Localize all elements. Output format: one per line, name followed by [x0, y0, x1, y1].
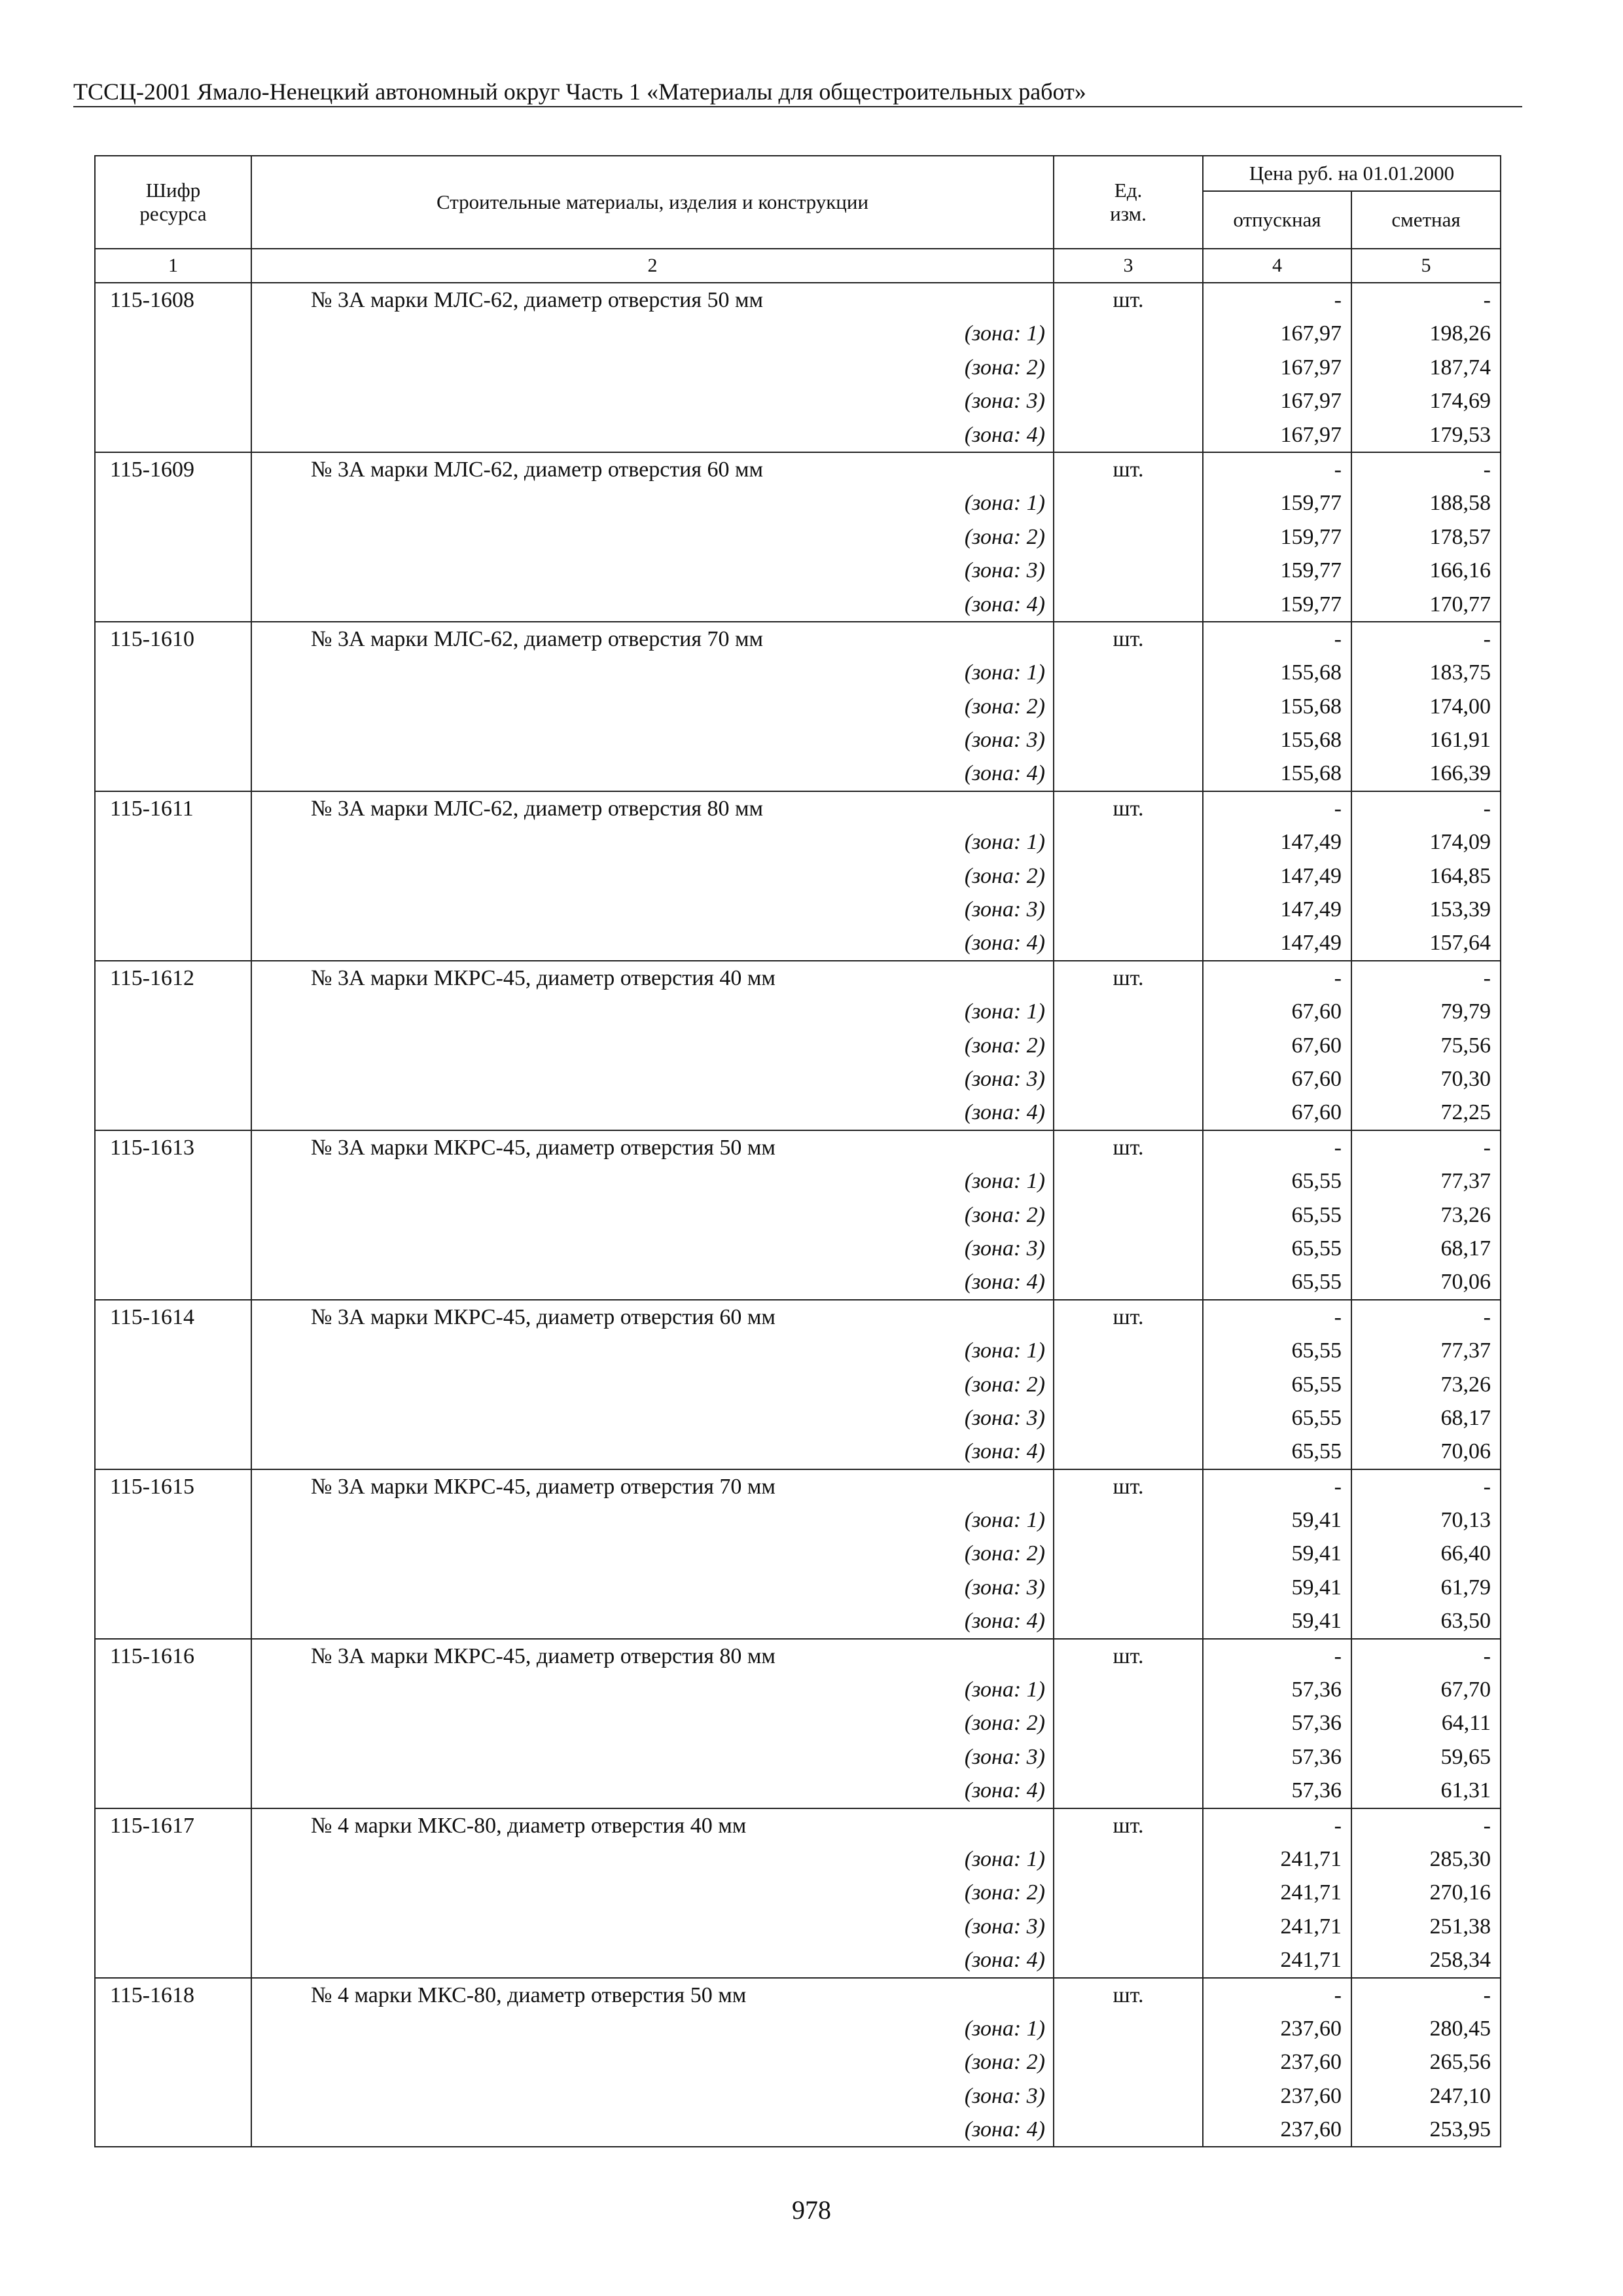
zone-label: (зона: 2) [964, 1711, 1045, 1736]
resource-code: 115-1610 [110, 626, 195, 651]
release-price: 241,71 [1280, 1948, 1342, 1973]
release-price: 167,97 [1280, 389, 1342, 414]
zone-label: (зона: 4) [964, 1100, 1045, 1125]
release-price: 65,55 [1291, 1236, 1342, 1261]
column-number: 4 [1203, 249, 1351, 283]
release-price: 65,55 [1291, 1270, 1342, 1295]
column-number: 5 [1351, 249, 1501, 283]
table-row [95, 1469, 1501, 1639]
estimate-price: 59,65 [1440, 1744, 1491, 1769]
zone-label: (зона: 4) [964, 422, 1045, 447]
estimate-price: 251,38 [1429, 1914, 1491, 1939]
unit-value: шт. [1113, 965, 1144, 990]
table-row [95, 1300, 1501, 1469]
release-price: 67,60 [1291, 1066, 1342, 1091]
zone-label: (зона: 2) [964, 863, 1045, 888]
estimate-price: 174,09 [1429, 830, 1491, 855]
resource-code-cell [95, 1130, 251, 1300]
release-price: 67,60 [1291, 1033, 1342, 1058]
zone-label: (зона: 1) [964, 491, 1045, 516]
zone-label: (зона: 4) [964, 1778, 1045, 1803]
resource-code: 115-1613 [110, 1135, 195, 1160]
release-price: 159,77 [1280, 592, 1342, 617]
zone-label: (зона: 3) [964, 728, 1045, 753]
release-price: 57,36 [1291, 1744, 1342, 1769]
release-price: 237,60 [1280, 2016, 1342, 2041]
resource-code-cell [95, 1300, 251, 1469]
zone-label: (зона: 2) [964, 1541, 1045, 1566]
release-price-dash: - [1334, 288, 1342, 312]
release-price: 59,41 [1291, 1508, 1342, 1533]
estimate-price: 164,85 [1429, 863, 1491, 888]
material-name-cell [251, 791, 1054, 961]
material-name-cell [251, 1639, 1054, 1808]
estimate-price: 174,69 [1429, 389, 1491, 414]
resource-code-cell [95, 1469, 251, 1639]
estimate-price: 68,17 [1440, 1405, 1491, 1430]
material-name: № 3А марки МКРС-45, диаметр отверстия 40 мм [311, 965, 776, 990]
column-number: 1 [95, 249, 251, 283]
material-name-cell [251, 1808, 1054, 1978]
zone-label: (зона: 3) [964, 1066, 1045, 1091]
resource-code-cell [95, 791, 251, 961]
unit-value: шт. [1113, 1304, 1144, 1329]
release-price: 155,68 [1280, 660, 1342, 685]
resource-code-cell [95, 961, 251, 1130]
estimate-price-cell [1351, 1639, 1501, 1808]
estimate-price: 70,13 [1440, 1508, 1491, 1533]
unit-cell [1054, 791, 1203, 961]
estimate-price: 270,16 [1429, 1880, 1491, 1905]
zone-label: (зона: 3) [964, 897, 1045, 922]
column-header-release: отпускная [1203, 191, 1351, 249]
unit-value: шт. [1113, 796, 1144, 821]
material-name: № 3А марки МКРС-45, диаметр отверстия 80 мм [311, 1643, 776, 1668]
resource-code: 115-1608 [110, 288, 195, 312]
release-price: 155,68 [1280, 761, 1342, 786]
estimate-price-cell [1351, 1300, 1501, 1469]
release-price: 147,49 [1280, 863, 1342, 888]
release-price-cell [1203, 283, 1351, 452]
release-price: 65,55 [1291, 1338, 1342, 1363]
unit-cell [1054, 1808, 1203, 1978]
table-row [95, 622, 1501, 791]
estimate-price: 161,91 [1429, 728, 1491, 753]
release-price: 59,41 [1291, 1609, 1342, 1634]
zone-label: (зона: 4) [964, 1270, 1045, 1295]
release-price-dash: - [1334, 626, 1342, 651]
estimate-price: 72,25 [1440, 1100, 1491, 1125]
column-header-estimate: сметная [1351, 191, 1501, 249]
estimate-price: 187,74 [1429, 355, 1491, 380]
column-header-price-group: Цена руб. на 01.01.2000 [1203, 156, 1501, 191]
release-price: 241,71 [1280, 1914, 1342, 1939]
estimate-price-cell [1351, 452, 1501, 622]
estimate-price-cell [1351, 1808, 1501, 1978]
material-name-cell [251, 1130, 1054, 1300]
estimate-price: 280,45 [1429, 2016, 1491, 2041]
estimate-price: 70,30 [1440, 1066, 1491, 1091]
zone-label: (зона: 3) [964, 389, 1045, 414]
release-price: 59,41 [1291, 1575, 1342, 1600]
release-price: 147,49 [1280, 931, 1342, 956]
release-price: 159,77 [1280, 524, 1342, 549]
zone-label: (зона: 1) [964, 999, 1045, 1024]
resource-code-cell [95, 1808, 251, 1978]
column-header-code: Шифр ресурса [95, 156, 251, 249]
release-price: 241,71 [1280, 1846, 1342, 1871]
zone-label: (зона: 2) [964, 1880, 1045, 1905]
estimate-price: 174,00 [1429, 694, 1491, 719]
estimate-price: 153,39 [1429, 897, 1491, 922]
resource-code: 115-1612 [110, 965, 195, 990]
release-price-cell [1203, 1639, 1351, 1808]
estimate-price: 157,64 [1429, 931, 1491, 956]
material-name: № 3А марки МКРС-45, диаметр отверстия 60 мм [311, 1304, 776, 1329]
estimate-price: 68,17 [1440, 1236, 1491, 1261]
estimate-price: 73,26 [1440, 1202, 1491, 1227]
estimate-price-dash: - [1483, 1813, 1491, 1838]
resource-code-cell [95, 283, 251, 452]
resource-code: 115-1617 [110, 1813, 195, 1838]
estimate-price-cell [1351, 791, 1501, 961]
release-price: 65,55 [1291, 1169, 1342, 1194]
estimate-price: 258,34 [1429, 1948, 1491, 1973]
release-price: 67,60 [1291, 999, 1342, 1024]
zone-label: (зона: 2) [964, 355, 1045, 380]
zone-label: (зона: 4) [964, 931, 1045, 956]
estimate-price-dash: - [1483, 1474, 1491, 1499]
release-price: 155,68 [1280, 694, 1342, 719]
estimate-price: 67,70 [1440, 1677, 1491, 1702]
material-name: № 3А марки МКРС-45, диаметр отверстия 70 мм [311, 1474, 776, 1499]
resource-code: 115-1618 [110, 1982, 195, 2007]
estimate-price-cell [1351, 283, 1501, 452]
estimate-price: 61,79 [1440, 1575, 1491, 1600]
unit-value: шт. [1113, 1135, 1144, 1160]
estimate-price: 77,37 [1440, 1338, 1491, 1363]
zone-label: (зона: 3) [964, 1744, 1045, 1769]
unit-cell [1054, 1469, 1203, 1639]
material-name: № 3А марки МКРС-45, диаметр отверстия 50 мм [311, 1135, 776, 1160]
release-price-cell [1203, 622, 1351, 791]
release-price-dash: - [1334, 1304, 1342, 1329]
release-price: 57,36 [1291, 1711, 1342, 1736]
material-name-cell [251, 452, 1054, 622]
estimate-price-cell [1351, 961, 1501, 1130]
release-price: 59,41 [1291, 1541, 1342, 1566]
material-name: № 3А марки МЛС-62, диаметр отверстия 60 мм [311, 457, 764, 482]
zone-label: (зона: 3) [964, 1405, 1045, 1430]
release-price: 57,36 [1291, 1778, 1342, 1803]
release-price: 147,49 [1280, 897, 1342, 922]
estimate-price: 253,95 [1429, 2117, 1491, 2142]
zone-label: (зона: 1) [964, 1169, 1045, 1194]
zone-label: (зона: 1) [964, 1677, 1045, 1702]
material-name-cell [251, 1978, 1054, 2147]
table-row [95, 791, 1501, 961]
zone-label: (зона: 2) [964, 1372, 1045, 1397]
material-name: № 3А марки МЛС-62, диаметр отверстия 70 мм [311, 626, 764, 651]
unit-value: шт. [1113, 457, 1144, 482]
release-price: 65,55 [1291, 1372, 1342, 1397]
estimate-price-cell [1351, 1978, 1501, 2147]
column-header-name: Строительные материалы, изделия и конструкции [251, 156, 1054, 249]
release-price: 167,97 [1280, 422, 1342, 447]
zone-label: (зона: 3) [964, 1914, 1045, 1939]
estimate-price: 166,16 [1429, 558, 1491, 583]
zone-label: (зона: 3) [964, 1575, 1045, 1600]
estimate-price-dash: - [1483, 457, 1491, 482]
unit-value: шт. [1113, 1813, 1144, 1838]
table-row [95, 1130, 1501, 1300]
estimate-price: 188,58 [1429, 491, 1491, 516]
zone-label: (зона: 4) [964, 592, 1045, 617]
estimate-price: 179,53 [1429, 422, 1491, 447]
estimate-price: 170,77 [1429, 592, 1491, 617]
unit-cell [1054, 961, 1203, 1130]
zone-label: (зона: 4) [964, 1439, 1045, 1464]
estimate-price-dash: - [1483, 796, 1491, 821]
material-name-cell [251, 961, 1054, 1130]
document-header: ТССЦ-2001 Ямало-Ненецкий автономный округ Часть 1 «Материалы для общестроительных работ» [73, 79, 1086, 105]
table-row [95, 1639, 1501, 1808]
unit-value: шт. [1113, 1643, 1144, 1668]
estimate-price: 70,06 [1440, 1439, 1491, 1464]
unit-cell [1054, 1300, 1203, 1469]
estimate-price: 66,40 [1440, 1541, 1491, 1566]
material-name: № 3А марки МЛС-62, диаметр отверстия 80 мм [311, 796, 764, 821]
resource-code-cell [95, 1978, 251, 2147]
release-price-dash: - [1334, 1982, 1342, 2007]
estimate-price-cell [1351, 1469, 1501, 1639]
zone-label: (зона: 4) [964, 1948, 1045, 1973]
estimate-price: 265,56 [1429, 2050, 1491, 2075]
header-divider [73, 106, 1522, 107]
zone-label: (зона: 1) [964, 1508, 1045, 1533]
table-row [95, 961, 1501, 1130]
zone-label: (зона: 1) [964, 1846, 1045, 1871]
estimate-price-cell [1351, 1130, 1501, 1300]
release-price: 65,55 [1291, 1405, 1342, 1430]
column-number: 2 [251, 249, 1054, 283]
estimate-price-dash: - [1483, 288, 1491, 312]
estimate-price: 75,56 [1440, 1033, 1491, 1058]
release-price-cell [1203, 1130, 1351, 1300]
release-price-dash: - [1334, 1135, 1342, 1160]
estimate-price: 247,10 [1429, 2083, 1491, 2108]
estimate-price: 198,26 [1429, 321, 1491, 346]
estimate-price: 73,26 [1440, 1372, 1491, 1397]
estimate-price: 285,30 [1429, 1846, 1491, 1871]
release-price-cell [1203, 452, 1351, 622]
material-name: № 3А марки МЛС-62, диаметр отверстия 50 мм [311, 288, 764, 312]
release-price: 237,60 [1280, 2083, 1342, 2108]
zone-label: (зона: 1) [964, 830, 1045, 855]
unit-value: шт. [1113, 626, 1144, 651]
release-price: 167,97 [1280, 355, 1342, 380]
resource-code-cell [95, 1639, 251, 1808]
resource-code: 115-1609 [110, 457, 195, 482]
estimate-price-cell [1351, 622, 1501, 791]
zone-label: (зона: 2) [964, 1033, 1045, 1058]
zone-label: (зона: 1) [964, 321, 1045, 346]
zone-label: (зона: 1) [964, 1338, 1045, 1363]
resource-code: 115-1611 [110, 796, 194, 821]
zone-label: (зона: 3) [964, 1236, 1045, 1261]
zone-label: (зона: 2) [964, 694, 1045, 719]
release-price-dash: - [1334, 965, 1342, 990]
table-row [95, 1808, 1501, 1978]
release-price: 155,68 [1280, 728, 1342, 753]
column-number-row [95, 249, 1501, 283]
zone-label: (зона: 3) [964, 558, 1045, 583]
estimate-price: 79,79 [1440, 999, 1491, 1024]
release-price: 167,97 [1280, 321, 1342, 346]
release-price-cell [1203, 961, 1351, 1130]
release-price: 237,60 [1280, 2050, 1342, 2075]
release-price: 65,55 [1291, 1439, 1342, 1464]
unit-cell [1054, 452, 1203, 622]
material-name-cell [251, 1469, 1054, 1639]
material-name-cell [251, 622, 1054, 791]
column-number: 3 [1054, 249, 1203, 283]
unit-cell [1054, 1130, 1203, 1300]
release-price-cell [1203, 791, 1351, 961]
estimate-price: 63,50 [1440, 1609, 1491, 1634]
release-price-cell [1203, 1300, 1351, 1469]
column-header-unit: Ед. изм. [1054, 156, 1203, 249]
estimate-price-dash: - [1483, 1304, 1491, 1329]
release-price-dash: - [1334, 1643, 1342, 1668]
zone-label: (зона: 2) [964, 524, 1045, 549]
zone-label: (зона: 1) [964, 660, 1045, 685]
estimate-price: 61,31 [1440, 1778, 1491, 1803]
resource-code: 115-1616 [110, 1643, 195, 1668]
resource-code: 115-1614 [110, 1304, 195, 1329]
release-price: 241,71 [1280, 1880, 1342, 1905]
release-price-dash: - [1334, 1474, 1342, 1499]
zone-label: (зона: 1) [964, 2016, 1045, 2041]
unit-value: шт. [1113, 1474, 1144, 1499]
zone-label: (зона: 4) [964, 761, 1045, 786]
estimate-price: 183,75 [1429, 660, 1491, 685]
zone-label: (зона: 2) [964, 2050, 1045, 2075]
price-table [94, 155, 1501, 2147]
table-row [95, 1978, 1501, 2147]
unit-cell [1054, 283, 1203, 452]
estimate-price: 70,06 [1440, 1270, 1491, 1295]
release-price-cell [1203, 1978, 1351, 2147]
resource-code-cell [95, 622, 251, 791]
release-price-dash: - [1334, 796, 1342, 821]
estimate-price: 166,39 [1429, 761, 1491, 786]
zone-label: (зона: 2) [964, 1202, 1045, 1227]
release-price: 57,36 [1291, 1677, 1342, 1702]
release-price: 67,60 [1291, 1100, 1342, 1125]
zone-label: (зона: 4) [964, 2117, 1045, 2142]
estimate-price-dash: - [1483, 626, 1491, 651]
release-price: 159,77 [1280, 558, 1342, 583]
release-price: 147,49 [1280, 830, 1342, 855]
release-price-cell [1203, 1808, 1351, 1978]
table-row [95, 452, 1501, 622]
estimate-price: 77,37 [1440, 1169, 1491, 1194]
resource-code-cell [95, 452, 251, 622]
resource-code: 115-1615 [110, 1474, 195, 1499]
release-price: 65,55 [1291, 1202, 1342, 1227]
zone-label: (зона: 4) [964, 1609, 1045, 1634]
unit-value: шт. [1113, 288, 1144, 312]
unit-value: шт. [1113, 1982, 1144, 2007]
release-price: 159,77 [1280, 491, 1342, 516]
material-name: № 4 марки МКС-80, диаметр отверстия 50 мм [311, 1982, 747, 2007]
release-price-cell [1203, 1469, 1351, 1639]
estimate-price: 64,11 [1441, 1711, 1491, 1736]
table-row [95, 283, 1501, 452]
material-name-cell [251, 283, 1054, 452]
unit-cell [1054, 622, 1203, 791]
release-price-dash: - [1334, 457, 1342, 482]
unit-cell [1054, 1639, 1203, 1808]
estimate-price-dash: - [1483, 1643, 1491, 1668]
release-price: 237,60 [1280, 2117, 1342, 2142]
page-number: 978 [792, 2195, 831, 2225]
estimate-price-dash: - [1483, 965, 1491, 990]
estimate-price: 178,57 [1429, 524, 1491, 549]
unit-cell [1054, 1978, 1203, 2147]
material-name: № 4 марки МКС-80, диаметр отверстия 40 мм [311, 1813, 747, 1838]
release-price-dash: - [1334, 1813, 1342, 1838]
estimate-price-dash: - [1483, 1982, 1491, 2007]
material-name-cell [251, 1300, 1054, 1469]
zone-label: (зона: 3) [964, 2083, 1045, 2108]
estimate-price-dash: - [1483, 1135, 1491, 1160]
